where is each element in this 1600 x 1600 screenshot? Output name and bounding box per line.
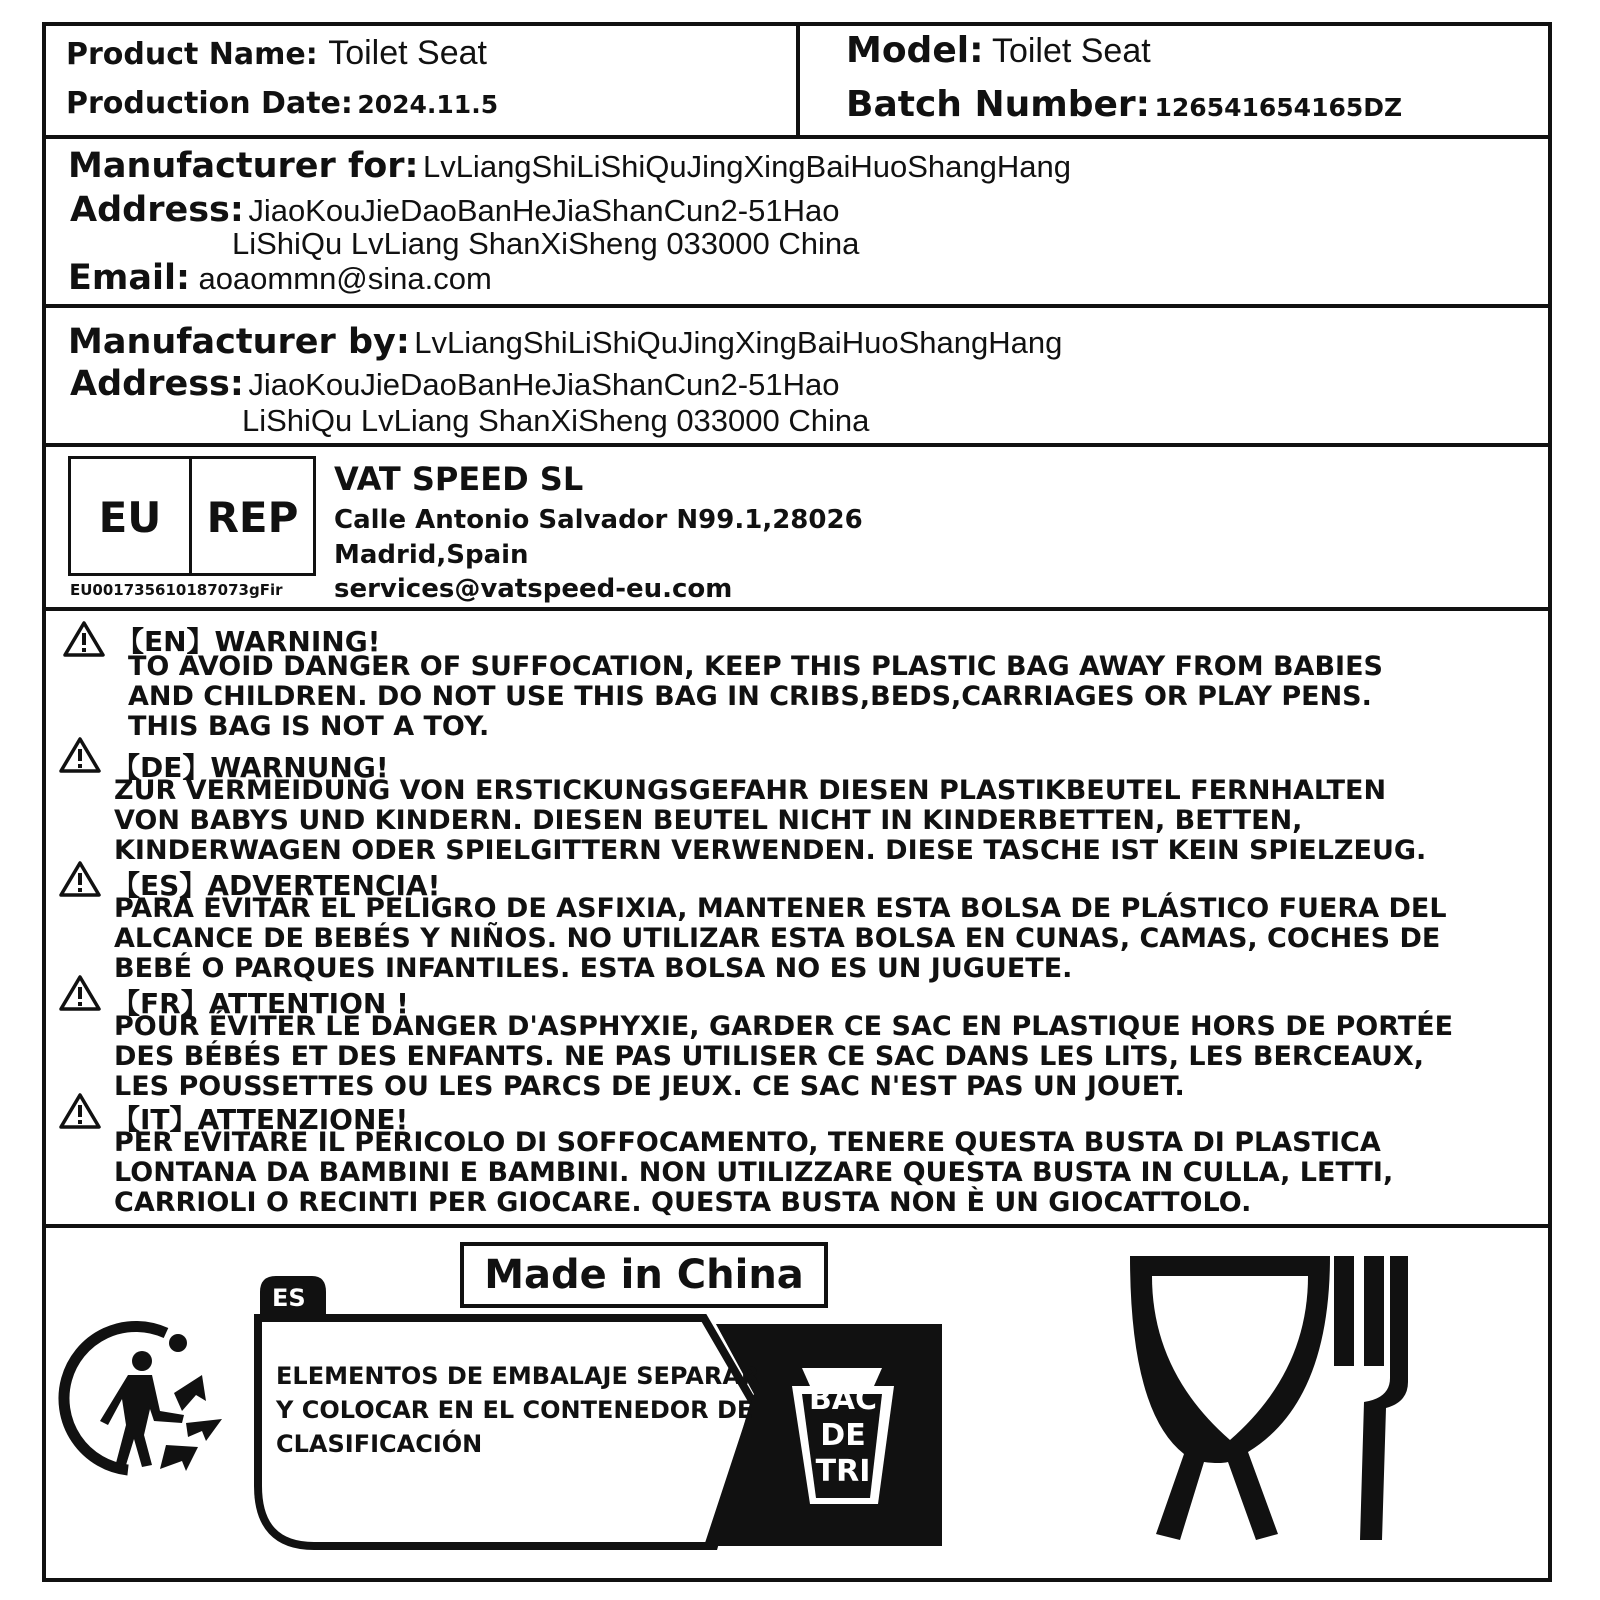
production-date-value: 2024.11.5 xyxy=(357,90,499,119)
warning-line: PARA EVITAR EL PELIGRO DE ASFIXIA, MANTENER ESTA BOLSA DE PLÁSTICO FUERA DEL xyxy=(114,893,1447,924)
warning-line: DES BÉBÉS ET DES ENFANTS. NE PAS UTILISER CE SAC DANS LES LITS, LES BERCEAUX, xyxy=(114,1041,1425,1072)
bin-label xyxy=(808,1382,878,1490)
eu-rep-code: EU001735610187073gFir xyxy=(70,581,283,599)
warning-title-de: 【DE】WARNUNG! xyxy=(112,751,389,784)
warning-body-en xyxy=(128,652,1383,742)
eu-rep-email: services@vatspeed-eu.com xyxy=(334,574,733,604)
divider xyxy=(42,1224,1552,1228)
model-value: Toilet Seat xyxy=(991,32,1151,70)
batch-number-label: Batch Number: xyxy=(846,84,1151,125)
product-name-row xyxy=(66,34,487,73)
eu-rep-box xyxy=(68,456,316,576)
warning-line: LES POUSSETTES OU LES PARCS DE JEUX. CE SAC N'EST PAS UN JOUET. xyxy=(114,1071,1185,1102)
es-tab-label: ES xyxy=(272,1284,306,1312)
warning-line: TO AVOID DANGER OF SUFFOCATION, KEEP THIS PLASTIC BAG AWAY FROM BABIES xyxy=(128,651,1383,682)
warning-triangle-icon xyxy=(58,1092,102,1130)
manufacturer-for-label: Manufacturer for: xyxy=(68,146,419,186)
warning-body-de xyxy=(114,776,1426,866)
warning-line: THIS BAG IS NOT A TOY. xyxy=(128,711,490,742)
eu-rep-company: VAT SPEED SL xyxy=(334,460,584,498)
food-safe-glass-fork-icon xyxy=(1124,1252,1408,1544)
warning-body-fr xyxy=(114,1012,1453,1102)
warning-body-es xyxy=(114,894,1447,984)
model-label: Model: xyxy=(846,30,984,71)
triman-line-2: Y COLOCAR EN EL CONTENEDOR DE xyxy=(276,1396,754,1424)
warning-title-en: 【EN】WARNING! xyxy=(116,625,381,658)
batch-number-value: 126541654165DZ xyxy=(1154,93,1403,122)
address-line-1: JiaoKouJieDaoBanHeJiaShanCun2-51Hao xyxy=(248,193,840,228)
address-line-1: JiaoKouJieDaoBanHeJiaShanCun2-51Hao xyxy=(248,367,840,402)
manufacturer-by-address-row xyxy=(70,364,839,404)
warning-triangle-icon xyxy=(58,974,102,1012)
eu-rep-right: REP xyxy=(206,493,299,542)
manufacturer-for-address-row xyxy=(70,190,839,230)
product-name-label: Product Name: xyxy=(66,37,318,72)
warning-line: BEBÉ O PARQUES INFANTILES. ESTA BOLSA NO ES UN JUGUETE. xyxy=(114,953,1073,984)
warning-title-it: 【IT】ATTENZIONE! xyxy=(112,1103,409,1136)
address-line-2: LiShiQu LvLiang ShanXiSheng 033000 China xyxy=(232,226,860,261)
eu-rep-address-line-1: Calle Antonio Salvador N99.1,28026 xyxy=(334,505,863,535)
warning-line: PER EVITARE IL PERICOLO DI SOFFOCAMENTO, TENERE QUESTA BUSTA DI PLASTICA xyxy=(114,1127,1381,1158)
warning-title-es: 【ES】ADVERTENCIA! xyxy=(112,869,441,902)
manufacturer-by-row xyxy=(68,322,1062,362)
email-value: aoaommn@sina.com xyxy=(198,261,492,296)
address-label: Address: xyxy=(70,190,244,230)
divider xyxy=(42,443,1552,447)
eu-rep-address-line-2: Madrid,Spain xyxy=(334,540,529,570)
email-row xyxy=(68,258,492,298)
made-in-text: Made in China xyxy=(484,1252,804,1298)
divider xyxy=(42,304,1552,308)
triman-line-3: CLASIFICACIÓN xyxy=(276,1430,483,1458)
warning-triangle-icon xyxy=(62,620,106,658)
triman-line-1: ELEMENTOS DE EMBALAJE SEPARAR xyxy=(276,1362,760,1390)
address-label: Address: xyxy=(70,364,244,404)
warning-title-fr: 【FR】ATTENTION ! xyxy=(112,987,409,1020)
address-line-2: LiShiQu LvLiang ShanXiSheng 033000 China xyxy=(242,403,870,438)
product-name-value: Toilet Seat xyxy=(328,34,487,72)
production-date-label: Production Date: xyxy=(66,86,353,121)
email-label: Email: xyxy=(68,258,190,298)
recycle-person-icon xyxy=(56,1315,226,1485)
bin-line-1: BAC xyxy=(808,1382,878,1417)
warning-line: ALCANCE DE BEBÉS Y NIÑOS. NO UTILIZAR ESTA BOLSA EN CUNAS, CAMAS, COCHES DE xyxy=(114,923,1441,954)
manufacturer-for-name: LvLiangShiLiShiQuJingXingBaiHuoShangHang xyxy=(422,149,1071,184)
warning-triangle-icon xyxy=(58,860,102,898)
warning-body-it xyxy=(114,1128,1393,1218)
warning-line: ZUR VERMEIDUNG VON ERSTICKUNGSGEFAHR DIESEN PLASTIKBEUTEL FERNHALTEN xyxy=(114,775,1387,806)
warning-line: AND CHILDREN. DO NOT USE THIS BAG IN CRIBS,BEDS,CARRIAGES OR PLAY PENS. xyxy=(128,681,1372,712)
bin-line-2: DE xyxy=(820,1418,866,1453)
manufacturer-by-label: Manufacturer by: xyxy=(68,322,410,362)
production-date-row xyxy=(66,86,498,121)
eu-rep-left: EU xyxy=(98,493,162,542)
warning-line: VON BABYS UND KINDERN. DIESEN BEUTEL NICHT IN KINDERBETTEN, BETTEN, xyxy=(114,805,1303,836)
warning-line: CARRIOLI O RECINTI PER GIOCARE. QUESTA BUSTA NON È UN GIOCATTOLO. xyxy=(114,1187,1252,1218)
warning-line: POUR ÉVITER LE DANGER D'ASPHYXIE, GARDER CE SAC EN PLASTIQUE HORS DE PORTÉE xyxy=(114,1011,1454,1042)
warning-triangle-icon xyxy=(58,736,102,774)
divider xyxy=(42,607,1552,611)
manufacturer-by-name: LvLiangShiLiShiQuJingXingBaiHuoShangHang xyxy=(414,325,1063,360)
divider xyxy=(796,22,800,138)
model-row xyxy=(846,30,1151,71)
warning-line: LONTANA DA BAMBINI E BAMBINI. NON UTILIZZARE QUESTA BUSTA IN CULLA, LETTI, xyxy=(114,1157,1394,1188)
bin-line-3: TRI xyxy=(815,1454,871,1489)
batch-number-row xyxy=(846,84,1402,125)
warning-line: KINDERWAGEN ODER SPIELGITTERN VERWENDEN. DIESE TASCHE IST KEIN SPIELZEUG. xyxy=(114,835,1427,866)
manufacturer-for-row xyxy=(68,146,1071,186)
